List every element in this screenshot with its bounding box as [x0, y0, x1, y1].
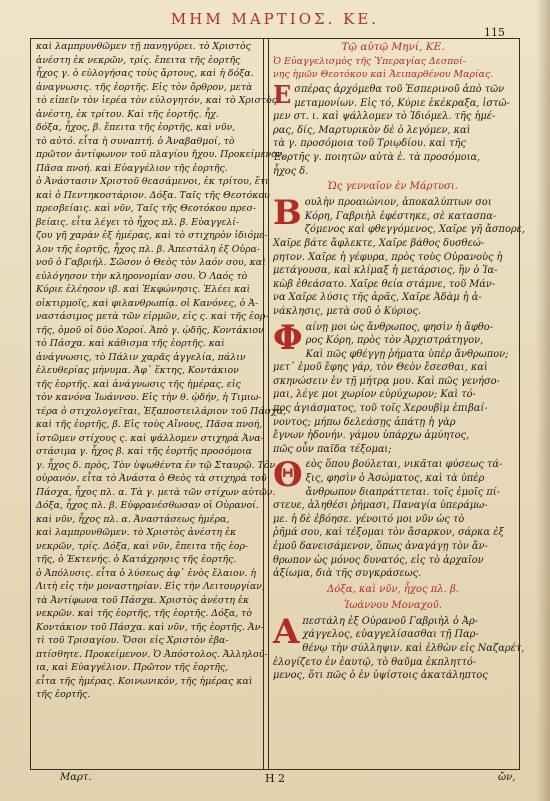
text-line: ξις, φησὶν ὁ Ἀσώματος, καὶ τὰ ὑπὲρ — [305, 473, 485, 485]
text-line: Λιτὴ εἰς τὴν μοναστηρίαν. Εἰς τὴν Λειτουργίαν, — [36, 581, 265, 592]
text-line: εἶτα τῆς ἡμέρας. Κοινωνικόν, τῆς ἡμέρας καὶ — [36, 675, 253, 687]
text-line: νοῦ ὁ Γαβριήλ. Σῶσον ὁ Θεὸς τὸν λαόν σου, καὶ — [36, 257, 266, 268]
text-line: τὶ τοῦ Τρισαγίου. Ὅσοι εἰς Χριστὸν ἐβα- — [36, 635, 229, 646]
text-line: ρας, δίς, Μαρτυρικὸν δὲ ὁ λεγόμεν, καὶ — [273, 124, 471, 136]
hymn-2 — [273, 317, 513, 457]
text-line: Πᾶσα πνοή. καὶ Εὐαγγέλιον τῆς ἑορτῆς. — [36, 162, 228, 174]
text-line: νάκλησις, μετὰ σοῦ ὁ Κύριος. — [273, 305, 422, 317]
text-line: στάσιμα γ. ἦχος β. καὶ τῆς ἑορτῆς προσόμοια — [36, 446, 253, 457]
text-line: Κόρη, Γαβριὴλ ἐφέστηκε, σὲ κατασπα- — [304, 210, 497, 222]
text-line: νεκρῶν. καὶ τῆς ἑορτῆς, τῆς ἑορτῆς. Δόξα, τὸ — [36, 608, 252, 619]
text-line: νοντος; μήπω δελεάσῃς ἀπάτῃ ἡ γὰρ — [273, 416, 456, 428]
text-line: Κοντάκιον τοῦ Πάσχα. καὶ νῦν, τῆς ἑορτῆς. Ἀν- — [36, 621, 264, 633]
text-line: καὶ ὁ Πεντηκοστάριον. Δόξα. Ταῖς τῆς Θεοτόκου — [36, 189, 270, 201]
page-number: 115 — [484, 26, 505, 39]
text-line: τέρα ὁ στιχολογεῖται, Ἐξαποστειλάριον τοῦ Πάσχα, — [36, 405, 287, 417]
initial-capital: Θ — [273, 455, 303, 496]
text-line: τὸ εἰπεῖν τὸν ἱερέα τὸν εὐλογητόν, καὶ τὸ Χριστὸς — [36, 95, 277, 106]
running-header: ΜΗΜ ΜΑΡΤΙΟΣ. ΚΕ. — [170, 10, 380, 28]
hymn-1 — [273, 193, 526, 318]
text-line: ἦχος δ. — [273, 165, 309, 177]
text-line: τὸ Πάσχα. καὶ κάθισμα τῆς ἑορτῆς. καὶ — [36, 338, 225, 349]
text-line: αίνῃ μοι ὡς ἄνθρωπος, φησὶν ἡ ἄφθο- — [305, 321, 493, 333]
text-line: μαι, λέγε μοι χωρίον εὐρύχωρον; Καὶ τό- — [273, 389, 476, 401]
catchword-right: ὤν, — [498, 772, 516, 783]
text-line: ὁ Ἀπόλυσις. εἶτα ὁ λύσεως ἀφ᾽ ἑνὸς ἔλαιον. ἡ — [36, 567, 256, 579]
text-line: θρωπον ὡς μόνος δυνατός, εἰς τὸ ἀρχαῖον — [273, 554, 484, 566]
text-line: Ἑορτῆς γ. ποιητῶν αὐτὰ ἐ. τὰ προσόμοια, — [273, 151, 481, 163]
text-line: ἦχος γ. ὁ εὐλογήσας τοὺς ἄρτους, καὶ ἡ δόξα. — [36, 68, 254, 79]
text-line: ἀνέστη ἐκ νεκρῶν, τρίς. ἔπειτα τῆς ἑορτῆς — [36, 54, 241, 66]
text-line: μενος, ὅτι πῶς ὁ ἐν ὑψίστοις ἀκατάληπτος — [273, 670, 488, 682]
text-line: πεστάλη ἐξ Οὐρανοῦ Γαβριὴλ ὁ Ἀρ- — [302, 615, 479, 627]
text-line: τὸν κανόνα Ἰωάννου. Εἰς τὴν θ. ᾠδήν, ἡ Τιμιω- — [36, 392, 262, 403]
left-column — [36, 40, 287, 766]
text-line: ἐλευθερίας μήνυμα. Ἀφ᾽ ἕκτης, Κοντάκιον — [36, 365, 239, 376]
text-line: να Χαῖρε λύσις τῆς ἀρᾶς, Χαῖρε Ἀδὰμ ἡ ἀ- — [273, 292, 482, 304]
text-line: τῆς ἑορτῆς. — [36, 689, 91, 700]
text-line: νεκρῶν, τρίς. Δόξα, καὶ νῦν, ἔπειτα τῆς ἑορ- — [36, 540, 249, 552]
text-line: δόξα, ἦχος, β. ἔπειτα τῆς ἑορτῆς, καὶ νῦν, — [36, 122, 236, 133]
text-line: μεταμονίων. Εἰς τό, Κύριε ἐκέκραξα, ἱστῶ- — [294, 97, 510, 109]
text-line: οἰκτιρμοῖς, καὶ φιλανθρωπίᾳ. οἱ Κανόνες, ὁ Ἀ- — [36, 297, 259, 309]
text-line: πος ἁγιάσματος, τοῦ τοῖς Χερουβὶμ ἐπιβαί- — [273, 403, 488, 415]
hymn-3 — [273, 455, 513, 580]
text-line: ἔγνων ἡδονήν. γάμου ὑπάρχω ἀμύητος, — [273, 430, 470, 442]
signature-mark: Η 2 — [264, 772, 286, 785]
text-line: τὸ αὐτό. εἶτα ἡ συναπτή. ὁ Ἀναβαθμοί, τὸ — [36, 135, 235, 147]
text-line: Κύριε ἐλέησον ιβ. καὶ Ἐκφώνησις. Ἐλέει καὶ — [36, 284, 251, 295]
text-line: καὶ λαμπρυνθῶμεν τῇ πανηγύρει. τὸ Χριστὸς — [36, 41, 251, 52]
text-line: ἀναγνωσις. τῆς ἑορτῆς. Εἰς τὸν ὄρθρον, μετὰ — [36, 81, 253, 93]
text-line: πρῶτον ἀντίφωνον τοῦ πλαγίου ἤχου. Προκείμενον, — [36, 149, 286, 160]
text-line: Δόξα, ἦχος πλ. β. Εὐφρανέσθωσαν οἱ Οὐρανοί. — [36, 500, 259, 511]
text-line: ναστάσιμος μετὰ τῶν εἱρμῶν, εἰς ς. καὶ τῆς ἑορ- — [36, 311, 269, 322]
text-line: ουλὴν προαιώνιον, ἀποκαλύπτων σοι — [304, 197, 492, 209]
text-line: λον τῆς ἑορτῆς, ἦχος πλ. β. Ἀπεστάλη ἐξ Οὐρα- — [36, 243, 261, 255]
text-line: ἱστῶμεν στίχους ς. καὶ ψάλλομεν στιχηρὰ Ἀνα- — [36, 432, 264, 444]
initial-capital: Β — [273, 193, 302, 234]
text-line: Πάσχα, ἦχος πλ. α. Τὰ γ. μετὰ τῶν στίχων αὐτῶν. — [36, 486, 276, 498]
final-paragraph — [273, 611, 525, 683]
text-line: τὰ γ. προσόμοια τοῦ Τριῳδίου. καὶ τῆς — [273, 138, 466, 150]
text-line: εὐλόγησον τὴν κληρονομίαν σου. Ὁ Λαός τὸ — [36, 270, 248, 282]
text-line: με. ἡ δὲ ἐβόησε. γένοιτό μοι νῦν ὡς τὸ — [273, 513, 465, 525]
text-line: ἀνέστη, ἐκ τρίτου. Καὶ τῆς ἑορτῆς. ἦχ. — [36, 108, 219, 120]
text-line: πῶς οὖν παῖδα τέξομαι; — [273, 443, 392, 455]
text-line: βείαις. εἶτα λέγει τὸ ἦχος πλ. β. Εὐαγγελί- — [36, 216, 240, 228]
text-line: εὸς ὅπου βούλεται, νικᾶται φύσεως τά- — [305, 459, 503, 471]
text-line: Χαῖρε βάτε ἄφλεκτε, Χαῖρε βάθος δυσθεώ- — [273, 237, 485, 249]
section-heading: Ὡς γενναῖον ἐν Μάρτυσι. — [328, 181, 458, 193]
text-line: ἀξίωμα, διὰ τῆς συγκράσεως. — [273, 568, 422, 580]
text-line: κὼβ ἐθεάσατο. Χαῖρε θεία στάμνε, τοῦ Μάν- — [273, 278, 496, 290]
text-line: καὶ νῦν, ἦχος πλ. α. Ἀναστάσεως ἡμέρα, — [36, 513, 230, 525]
text-line: ια, καὶ Εὐαγγέλιον. Πρῶτον τῆς ἑορτῆς, — [36, 662, 229, 673]
text-line: Καὶ πῶς φθέγγῃ ῥήματα ὑπὲρ ἄνθρωπον; — [305, 348, 509, 360]
text-line: ζου γῆ χαρὰν ἐξ ἡμέρας, καὶ τὸ στιχηρὸν ἰδιόμε- — [36, 230, 268, 241]
column-divider — [263, 38, 269, 770]
text-line: πτίσθητε. Προκείμενον. Ὁ Ἀπόστολος. Ἀλληλού- — [36, 648, 268, 660]
text-line: μετάγουσα, καὶ κλίμαξ ἡ μετάρσιος, ἣν ὁ Ἰα- — [273, 265, 498, 277]
text-line: ρητον. Χαῖρε ἡ γέφυρα, πρὸς τοὺς Οὐρανοὺς ἡ — [273, 251, 503, 263]
initial-capital: Φ — [273, 317, 303, 358]
page-edge-shadow — [536, 0, 550, 801]
text-line: θένῳ τὴν σύλληψιν. καὶ ἐλθὼν εἰς Ναζαρέτ, — [302, 642, 525, 654]
text-line: ἐλογίζετο ἐν ἑαυτῷ, τὸ θαῦμα ἐκπληττό- — [273, 656, 477, 668]
text-line: νης ἡμῶν Θεοτόκου καὶ Ἀειπαρθένου Μαρίας. — [273, 69, 494, 80]
text-line: καὶ λαμπρυνθῶμεν. τὸ Χριστὸς ἀνέστη ἐκ — [36, 527, 237, 538]
text-line: ὁ Ἀνάστασιν Χριστοῦ θεασάμενοι, ἐκ τρίτου, ἔτι — [36, 176, 269, 187]
catchword-left: Μαρτ. — [60, 772, 92, 783]
text-line: οὐρανόν. εἶτα τὸ Ἀνάστα ὁ Θεὸς τὰ στιχηρὰ τοῦ — [36, 473, 267, 484]
text-line: τὰ Ἀντίφωνα τοῦ Πάσχα. Χριστὸς ἀνέστη ἐκ — [36, 594, 250, 606]
text-line: ζόμενος καὶ φθεγγόμενος, Χαῖρε γῆ ἄσπορε, — [304, 224, 526, 236]
text-line: ἀνάγνωσις, τὸ Πάλιν χαρᾶς ἀγγελία, πάλιν — [36, 351, 246, 363]
feast-title: Τῷ αὐτῷ Μηνί, ΚΕ. — [341, 41, 445, 53]
text-line: τῆς ἑορτῆς. καὶ ἀνάγνωσις τῆς ἡμέρας, εἰς — [36, 378, 241, 390]
text-line: μετ᾽ ἐμοῦ ἔφης γάρ, τὸν Θεὸν ἔσεσθαι, καὶ — [273, 362, 488, 374]
text-line: γ. ἦχος δ. πρὸς, Τὸν ὑψωθέντα ἐν τῷ Σταυρῷ. Τὸν — [36, 459, 276, 471]
intro-paragraph — [273, 80, 513, 178]
text-line: χάγγελος, εὐαγγελίσασθαι τῇ Παρ- — [302, 629, 479, 641]
text-line: καὶ τῆς ἑορτῆς, β. Εἰς τοὺς Αἴνους, Πᾶσα πνοή, — [36, 419, 263, 430]
text-line: ἐμοῦ δανεισάμενον, ὅπως ἀναγάγῃ τὸν ἄν- — [273, 541, 488, 552]
feast-subtitle — [273, 55, 513, 81]
text-line: ρος Κόρη, πρὸς τὸν Ἀρχιστράτηγον, — [305, 335, 484, 347]
text-line: ἄνθρωπον διαπράττεται. τοῖς ἐμοῖς πί- — [305, 486, 500, 498]
text-line: τῆς, ὁμοῦ οἱ δύο Χοροί. Ἀπὸ γ. ᾠδῆς, Κοντάκιον — [36, 324, 264, 336]
text-line: μεν στ. ι. καὶ ψάλλομεν τὸ Ἰδιόμελ. τῆς ἡμέ- — [273, 111, 496, 123]
text-line: τῆς, ὁ Ἐκτενής. ὁ Κατάχρησις τῆς ἑορτῆς. — [36, 554, 237, 565]
text-line: πρεσβείαις. καὶ νῦν, Ταῖς τῆς Θεοτόκου πρεσ- — [36, 203, 257, 214]
section-heading: Δόξα, καὶ νῦν, ἦχος πλ. β. — [327, 583, 459, 595]
author-heading: Ἰωάννου Μοναχοῦ. — [344, 599, 442, 611]
text-line: σπέρας ἀρχόμεθα τοῦ Ἑσπερινοῦ ἀπὸ τῶν — [294, 84, 505, 95]
right-column — [273, 40, 526, 766]
initial-capital: Ε — [273, 80, 292, 109]
text-line: ῥῆμά σου, καὶ τέξομαι τὸν ἄσαρκον, σάρκα ἐξ — [273, 527, 504, 539]
initial-capital: Α — [273, 611, 300, 652]
text-line: Ὁ Εὐαγγελισμὸς τῆς Ὑπεραγίας Δεσποί- — [273, 56, 466, 67]
text-line: στευε, ἀληθέσι ῥήμασι, Παναγία ὑπεράμω- — [273, 500, 488, 512]
text-line: σκηνώσειν ἐν τῇ μήτρᾳ μου. Καὶ πῶς γενήσο- — [273, 375, 500, 387]
